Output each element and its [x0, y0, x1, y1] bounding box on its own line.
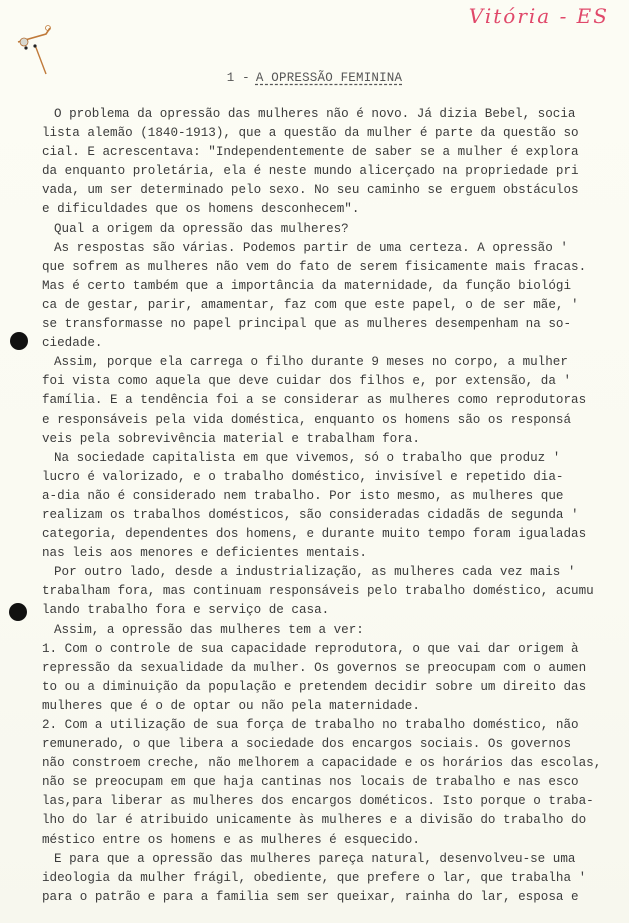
- text-line: Qual a origem da opressão das mulheres?: [54, 221, 349, 236]
- text-line: E para que a opressão das mulheres pareça natural, desenvolveu-se uma: [54, 851, 576, 866]
- section-number: 1 -: [226, 71, 250, 85]
- text-line: lando trabalho fora e serviço de casa.: [42, 603, 330, 618]
- text-line: se transformasse no papel principal que as mulheres desempenham na so-: [42, 317, 572, 332]
- text-line: Mas é certo também que a importância da maternidade, da função biológi: [42, 278, 572, 293]
- text-line: ideologia da mulher frágil, obediente, que prefere o lar, que trabalha ': [42, 870, 587, 885]
- text-line: méstico entre os homens e as mulheres é esquecido.: [42, 832, 420, 847]
- text-line: que sofrem as mulheres não vem do fato de serem fisicamente mais fracas.: [42, 259, 587, 274]
- text-line: e dificuldades que os homens desconhecem".: [42, 202, 360, 217]
- text-line: O problema da opressão das mulheres não é novo. Já dizia Bebel, socia: [54, 107, 576, 121]
- text-line: família. E a tendência foi a se considerar as mulheres como reprodutoras: [42, 393, 587, 408]
- text-line: As respostas são várias. Podemos partir de uma certeza. A opressão ': [54, 240, 568, 255]
- text-line: 2. Com a utilização de sua força de trabalho no trabalho doméstico, não: [42, 718, 579, 732]
- text-line: veis pela sobrevivência material e trabalham fora.: [42, 431, 420, 446]
- text-line: categoria, dependentes dos homens, e durante muito tempo foram igualadas: [42, 527, 587, 542]
- text-line: mulheres que é o de optar ou não pela maternidade.: [42, 698, 420, 713]
- handwritten-location-note: Vitória - ES: [468, 4, 609, 28]
- text-line: não constroem creche, não melhorem a capacidade e os horários das escolas,: [42, 756, 602, 771]
- text-line: não se preocupam em que haja cantinas nos locais de trabalho e nas esco: [42, 775, 579, 790]
- punched-hole-bottom: [9, 603, 27, 621]
- text-line: 1. Com o controle de sua capacidade reprodutora, o que vai dar origem à: [42, 641, 579, 656]
- text-line: Por outro lado, desde a industrialização, as mulheres cada vez mais ': [54, 565, 576, 580]
- punched-hole-top: [10, 332, 28, 350]
- section-title-text: A OPRESSÃO FEMININA: [255, 71, 403, 85]
- text-line: lho do lar é atribuido unicamente às mulheres e a divisão do trabalho do: [42, 813, 587, 828]
- text-line: a-dia não é considerado nem trabalho. Por isto mesmo, as mulheres que: [42, 488, 564, 503]
- text-line: Na sociedade capitalista em que vivemos, só o trabalho que produz ': [54, 450, 561, 465]
- text-line: vada, um ser determinado pelo sexo. No seu caminho se erguem obstáculos: [42, 183, 579, 198]
- text-line: repressão da sexualidade da mulher. Os governos se preocupam com o aumen: [42, 660, 587, 675]
- section-title: [0, 71, 629, 85]
- text-line: e responsáveis pela vida doméstica, enquanto os homens são os responsá: [42, 412, 572, 427]
- text-line: Assim, porque ela carrega o filho durante 9 meses no corpo, a mulher: [54, 355, 568, 370]
- text-line: para o patrão e para a familia sem ser queixar, rainha do lar, esposa e: [42, 889, 579, 904]
- staple-rust-mark: [8, 12, 53, 80]
- text-line: las,para liberar as mulheres dos encargos dométicos. Isto porque o traba-: [42, 794, 594, 809]
- typed-body-text: [42, 105, 622, 907]
- text-line: da enquanto proletária, ela é neste mundo alicerçado na propriedade pri: [42, 164, 579, 179]
- text-line: to ou a diminuição da população e pretendem decidir sobre um direito das: [42, 679, 587, 694]
- text-line: ca de gestar, parir, amamentar, faz com que este papel, o de ser mãe, ': [42, 297, 579, 312]
- text-line: nas leis aos menores e deficientes mentais.: [42, 546, 367, 561]
- text-line: ciedade.: [42, 336, 103, 351]
- text-line: remunerado, o que libera a sociedade dos encargos sociais. Os governos: [42, 737, 572, 752]
- text-line: lista alemão (1840-1913), que a questão da mulher é parte da questão so: [42, 126, 579, 141]
- text-line: realizam os trabalhos domésticos, são consideradas cidadãs de segunda ': [42, 507, 579, 522]
- text-line: cial. E acrescentava: "Independentemente de saber se a mulher é explora: [42, 145, 579, 160]
- text-line: foi vista como aquela que deve cuidar dos filhos e, por extensão, da ': [42, 374, 572, 389]
- text-line: trabalham fora, mas continuam responsáveis pelo trabalho doméstico, acumu: [42, 584, 594, 599]
- text-line: Assim, a opressão das mulheres tem a ver:: [54, 622, 364, 637]
- text-line: lucro é valorizado, e o trabalho doméstico, invisível e repetido dia-: [42, 469, 564, 484]
